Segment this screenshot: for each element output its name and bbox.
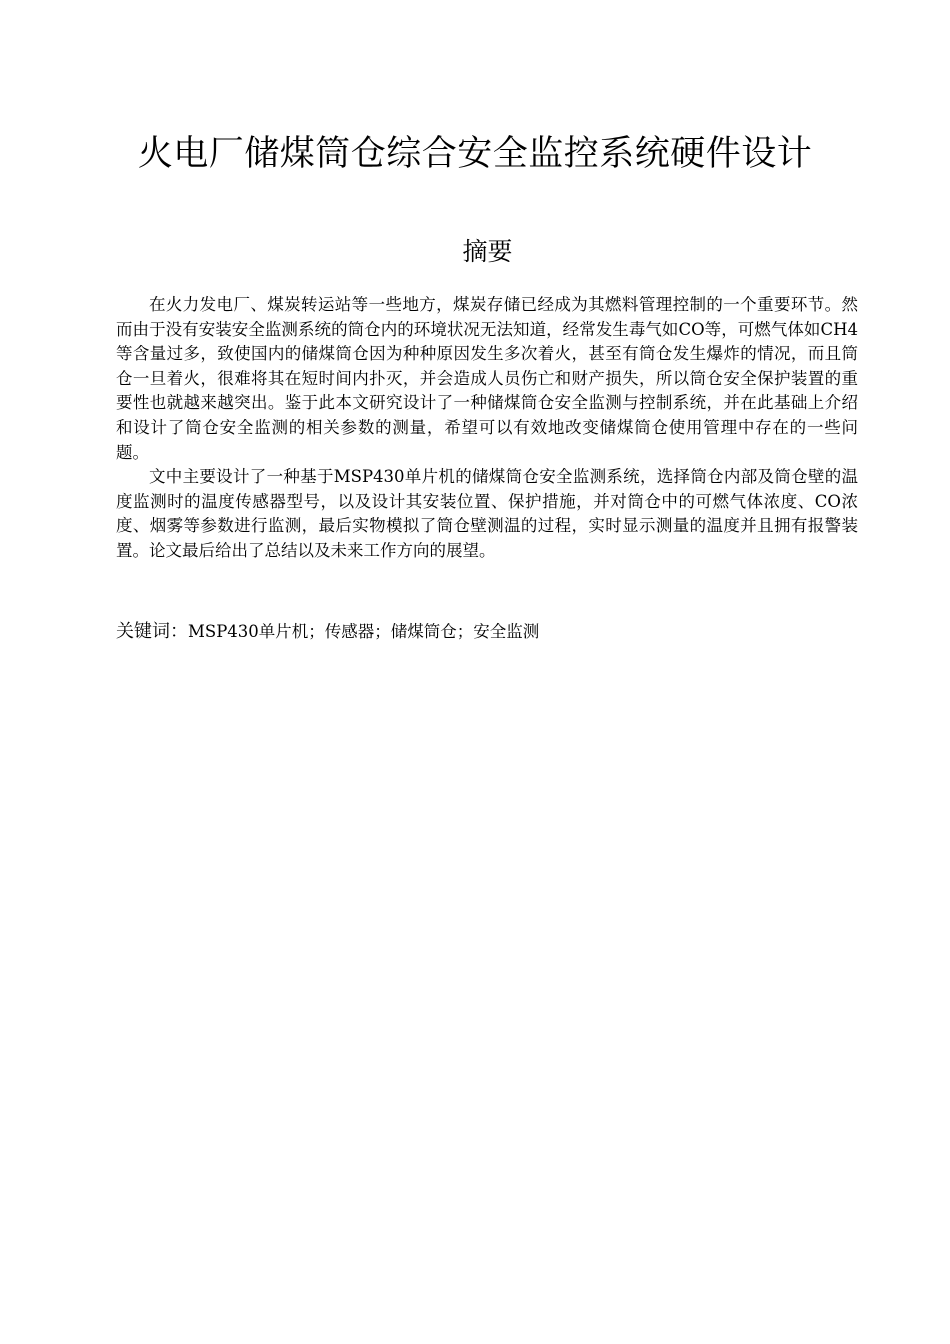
abstract-paragraph-2: 文中主要设计了一种基于MSP430单片机的储煤筒仓安全监测系统，选择筒仓内部及筒仓壁的温度监测时的温度传感器型号，以及设计其安装位置、保护措施，并对筒仓中的可燃气体浓度、CO浓度、烟雾等参数进行监测，最后实物模拟了筒仓壁测温的过程，实时显示测量的温度并且拥有报警装置。论文最后给出了总结以及未来工作方向的展望。 xyxy=(116,467,858,560)
abstract-body xyxy=(116,293,858,564)
keywords-text: MSP430单片机；传感器；储煤筒仓；安全监测 xyxy=(188,622,540,641)
keywords-label: 关键词： xyxy=(116,621,188,642)
abstract-paragraph-1: 在火力发电厂、煤炭转运站等一些地方，煤炭存储已经成为其燃料管理控制的一个重要环节。然而由于没有安装安全监测系统的筒仓内的环境状况无法知道，经常发生毒气如CO等，可燃气体如CH4等含量过多，致使国内的储煤筒仓因为种种原因发生多次着火，甚至有筒仓发生爆炸的情况，而且筒仓一旦着火，很难将其在短时间内扑灭，并会造成人员伤亡和财产损失，所以筒仓安全保护装置的重要性也就越来越突出。鉴于此本文研究设计了一种储煤筒仓安全监测与控制系统，并在此基础上介绍和设计了筒仓安全监测的相关参数的测量，希望可以有效地改变储煤筒仓使用管理中存在的一些问题。 xyxy=(116,295,858,462)
abstract-heading: 摘要 xyxy=(462,237,513,266)
document-title: 火电厂储煤筒仓综合安全监控系统硬件设计 xyxy=(137,134,813,174)
keywords-line xyxy=(116,619,858,645)
